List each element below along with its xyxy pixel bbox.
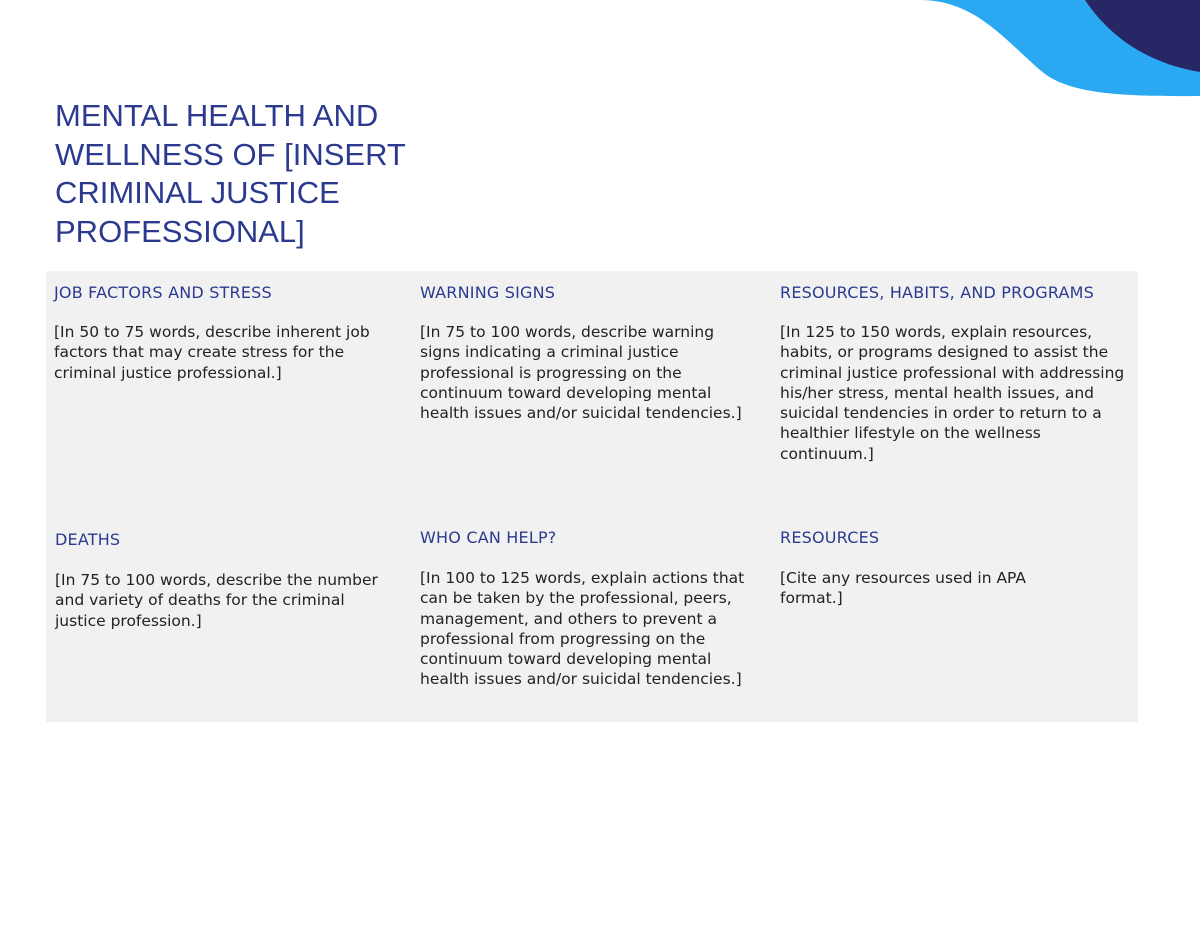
cell-body: [In 125 to 150 words, explain resources, habits, or programs designed to assist the criminal justice professional with addressing his/her stress, mental health issues, and suicidal tendencies in order to return to a healthier lifestyle on the wellness continuum.] xyxy=(780,323,1125,463)
content-panel xyxy=(46,271,1138,722)
cell-deaths xyxy=(55,529,390,631)
cell-body: [In 50 to 75 words, describe inherent job factors that may create stress for the criminal justice professional.] xyxy=(54,323,370,382)
cell-warning-signs xyxy=(420,282,758,423)
cell-resources xyxy=(780,527,1080,609)
cell-body: [In 100 to 125 words, explain actions that can be taken by the professional, peers, management, and others to prevent a professional from progressing on the continuum toward developing mental health issues and/or suicidal tendencies.] xyxy=(420,569,745,689)
page-title: MENTAL HEALTH AND WELLNESS OF [INSERT CRIMINAL JUSTICE PROFESSIONAL] xyxy=(55,98,406,249)
cell-body: [Cite any resources used in APA format.] xyxy=(780,569,1027,608)
cell-heading: RESOURCES, HABITS, AND PROGRAMS xyxy=(780,283,1095,302)
cell-heading: JOB FACTORS AND STRESS xyxy=(54,283,272,302)
cell-heading: DEATHS xyxy=(55,530,121,549)
cell-body: [In 75 to 100 words, describe the number and variety of deaths for the criminal justice profession.] xyxy=(55,571,378,630)
corner-wave-decoration xyxy=(880,0,1200,110)
cell-who-can-help xyxy=(420,527,755,690)
cell-resources-habits-programs xyxy=(780,282,1125,464)
cell-heading: WARNING SIGNS xyxy=(420,283,556,302)
cell-body: [In 75 to 100 words, describe warning signs indicating a criminal justice professional is progressing on the continuum toward developing mental health issues and/or suicidal tendencies.] xyxy=(420,323,742,423)
cell-job-factors xyxy=(54,282,389,383)
cell-heading: WHO CAN HELP? xyxy=(420,528,557,547)
cell-heading: RESOURCES xyxy=(780,528,880,547)
